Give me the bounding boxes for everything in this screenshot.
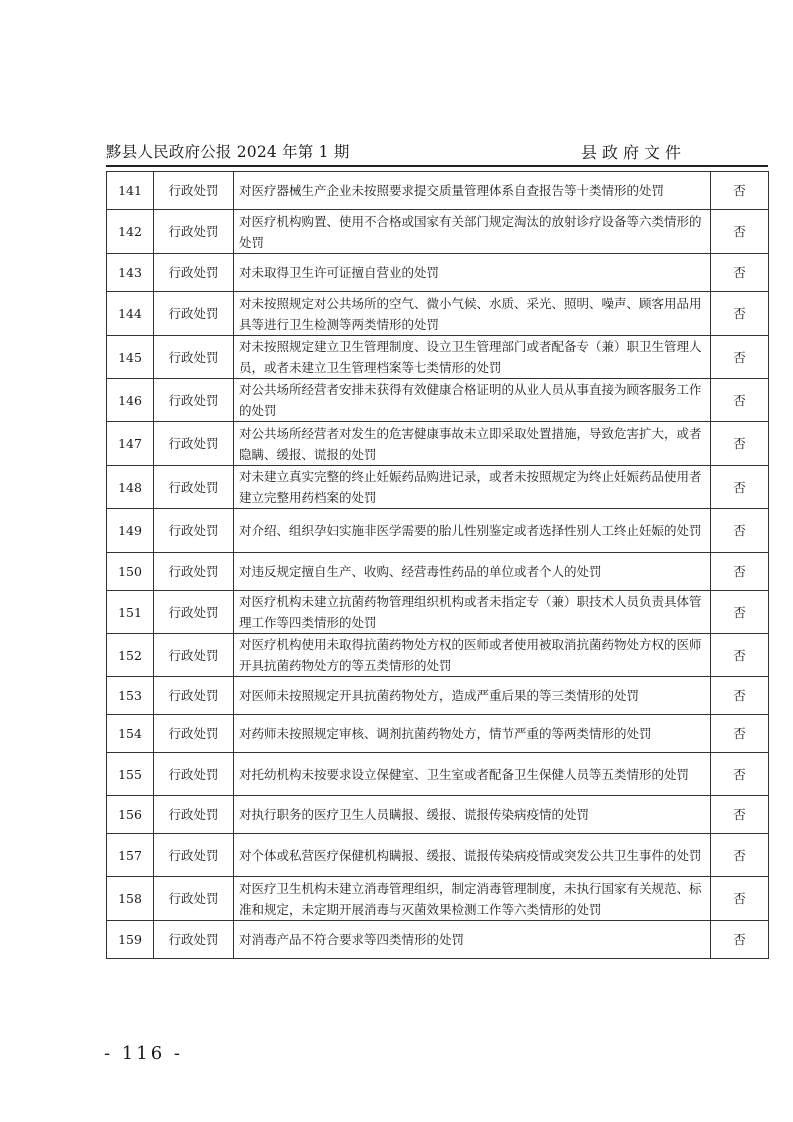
running-header — [106, 140, 696, 164]
item-name: 对执行职务的医疗卫生人员瞒报、缓报、谎报传染病疫情的处罚 — [234, 796, 711, 834]
item-flag: 否 — [711, 172, 769, 210]
table-row — [107, 715, 769, 753]
table-row — [107, 254, 769, 292]
item-name: 对公共场所经营者对发生的危害健康事故未立即采取处置措施，导致危害扩大，或者隐瞒、缓报、谎报的处罚 — [234, 422, 711, 466]
item-name: 对公共场所经营者安排未获得有效健康合格证明的从业人员从事直接为顾客服务工作的处罚 — [234, 379, 711, 422]
item-name: 对个体或私营医疗保健机构瞒报、缓报、谎报传染病疫情或突发公共卫生事件的处罚 — [234, 834, 711, 877]
penalty-items-table — [106, 171, 769, 959]
table-row — [107, 753, 769, 796]
item-flag: 否 — [711, 921, 769, 959]
item-number: 155 — [107, 753, 154, 796]
item-type: 行政处罚 — [154, 677, 234, 715]
item-flag: 否 — [711, 254, 769, 292]
item-flag: 否 — [711, 591, 769, 634]
item-flag: 否 — [711, 715, 769, 753]
item-number: 152 — [107, 634, 154, 677]
item-flag: 否 — [711, 509, 769, 553]
table-row — [107, 921, 769, 959]
item-type: 行政处罚 — [154, 753, 234, 796]
item-number: 147 — [107, 422, 154, 466]
item-number: 145 — [107, 336, 154, 379]
item-name: 对药师未按照规定审核、调剂抗菌药物处方，情节严重的等两类情形的处罚 — [234, 715, 711, 753]
item-name: 对介绍、组织孕妇实施非医学需要的胎儿性别鉴定或者选择性别人工终止妊娠的处罚 — [234, 509, 711, 553]
item-name: 对医疗机构使用未取得抗菌药物处方权的医师或者使用被取消抗菌药物处方权的医师开具抗菌药物处方的等五类情形的处罚 — [234, 634, 711, 677]
table-row — [107, 677, 769, 715]
table-row — [107, 379, 769, 422]
item-type: 行政处罚 — [154, 509, 234, 553]
item-flag: 否 — [711, 634, 769, 677]
item-type: 行政处罚 — [154, 877, 234, 921]
table-row — [107, 834, 769, 877]
item-name: 对医师未按照规定开具抗菌药物处方，造成严重后果的等三类情形的处罚 — [234, 677, 711, 715]
item-flag: 否 — [711, 422, 769, 466]
table-row — [107, 466, 769, 509]
table-row — [107, 210, 769, 254]
table-row — [107, 172, 769, 210]
item-number: 148 — [107, 466, 154, 509]
item-name: 对未按照规定对公共场所的空气、微小气候、水质、采光、照明、噪声、顾客用品用具等进行卫生检测等两类情形的处罚 — [234, 292, 711, 336]
item-flag: 否 — [711, 210, 769, 254]
item-name: 对医疗器械生产企业未按照要求提交质量管理体系自查报告等十类情形的处罚 — [234, 172, 711, 210]
item-type: 行政处罚 — [154, 422, 234, 466]
item-name: 对托幼机构未按要求设立保健室、卫生室或者配备卫生保健人员等五类情形的处罚 — [234, 753, 711, 796]
item-flag: 否 — [711, 336, 769, 379]
header-rule — [106, 165, 768, 167]
item-flag: 否 — [711, 877, 769, 921]
item-name: 对未取得卫生许可证擅自营业的处罚 — [234, 254, 711, 292]
item-number: 143 — [107, 254, 154, 292]
section-title: 县政府文件 — [580, 143, 686, 162]
item-number: 156 — [107, 796, 154, 834]
item-name: 对未建立真实完整的终止妊娠药品购进记录，或者未按照规定为终止妊娠药品使用者建立完整用药档案的处罚 — [234, 466, 711, 509]
table-row — [107, 292, 769, 336]
item-type: 行政处罚 — [154, 466, 234, 509]
item-type: 行政处罚 — [154, 634, 234, 677]
item-type: 行政处罚 — [154, 834, 234, 877]
item-type: 行政处罚 — [154, 172, 234, 210]
item-flag: 否 — [711, 796, 769, 834]
item-type: 行政处罚 — [154, 379, 234, 422]
item-type: 行政处罚 — [154, 292, 234, 336]
table-row — [107, 877, 769, 921]
table-row — [107, 591, 769, 634]
item-flag: 否 — [711, 677, 769, 715]
bulletin-title: 黟县人民政府公报 2024 年第 1 期 — [106, 143, 350, 161]
item-name: 对消毒产品不符合要求等四类情形的处罚 — [234, 921, 711, 959]
item-flag: 否 — [711, 834, 769, 877]
item-name: 对医疗机构购置、使用不合格或国家有关部门规定淘汰的放射诊疗设备等六类情形的处罚 — [234, 210, 711, 254]
table-row — [107, 796, 769, 834]
item-type: 行政处罚 — [154, 715, 234, 753]
item-flag: 否 — [711, 292, 769, 336]
item-type: 行政处罚 — [154, 921, 234, 959]
item-number: 153 — [107, 677, 154, 715]
item-name: 对未按照规定建立卫生管理制度、设立卫生管理部门或者配备专（兼）职卫生管理人员，或者未建立卫生管理档案等七类情形的处罚 — [234, 336, 711, 379]
item-number: 158 — [107, 877, 154, 921]
item-type: 行政处罚 — [154, 254, 234, 292]
table-row — [107, 336, 769, 379]
item-flag: 否 — [711, 753, 769, 796]
table-row — [107, 553, 769, 591]
table-row — [107, 634, 769, 677]
item-type: 行政处罚 — [154, 336, 234, 379]
table-row — [107, 509, 769, 553]
table-body — [107, 172, 769, 959]
item-type: 行政处罚 — [154, 591, 234, 634]
item-number: 151 — [107, 591, 154, 634]
item-type: 行政处罚 — [154, 210, 234, 254]
item-number: 159 — [107, 921, 154, 959]
item-number: 157 — [107, 834, 154, 877]
item-number: 144 — [107, 292, 154, 336]
item-flag: 否 — [711, 553, 769, 591]
item-number: 150 — [107, 553, 154, 591]
item-number: 146 — [107, 379, 154, 422]
item-number: 141 — [107, 172, 154, 210]
item-name: 对违反规定擅自生产、收购、经营毒性药品的单位或者个人的处罚 — [234, 553, 711, 591]
table-row — [107, 422, 769, 466]
item-number: 149 — [107, 509, 154, 553]
page-number: - 116 - — [104, 1043, 183, 1064]
item-name: 对医疗机构未建立抗菌药物管理组织机构或者未指定专（兼）职技术人员负责具体管理工作等四类情形的处罚 — [234, 591, 711, 634]
item-name: 对医疗卫生机构未建立消毒管理组织，制定消毒管理制度，未执行国家有关规范、标准和规定，未定期开展消毒与灭菌效果检测工作等六类情形的处罚 — [234, 877, 711, 921]
item-flag: 否 — [711, 379, 769, 422]
item-flag: 否 — [711, 466, 769, 509]
item-number: 142 — [107, 210, 154, 254]
item-type: 行政处罚 — [154, 553, 234, 591]
item-type: 行政处罚 — [154, 796, 234, 834]
item-number: 154 — [107, 715, 154, 753]
